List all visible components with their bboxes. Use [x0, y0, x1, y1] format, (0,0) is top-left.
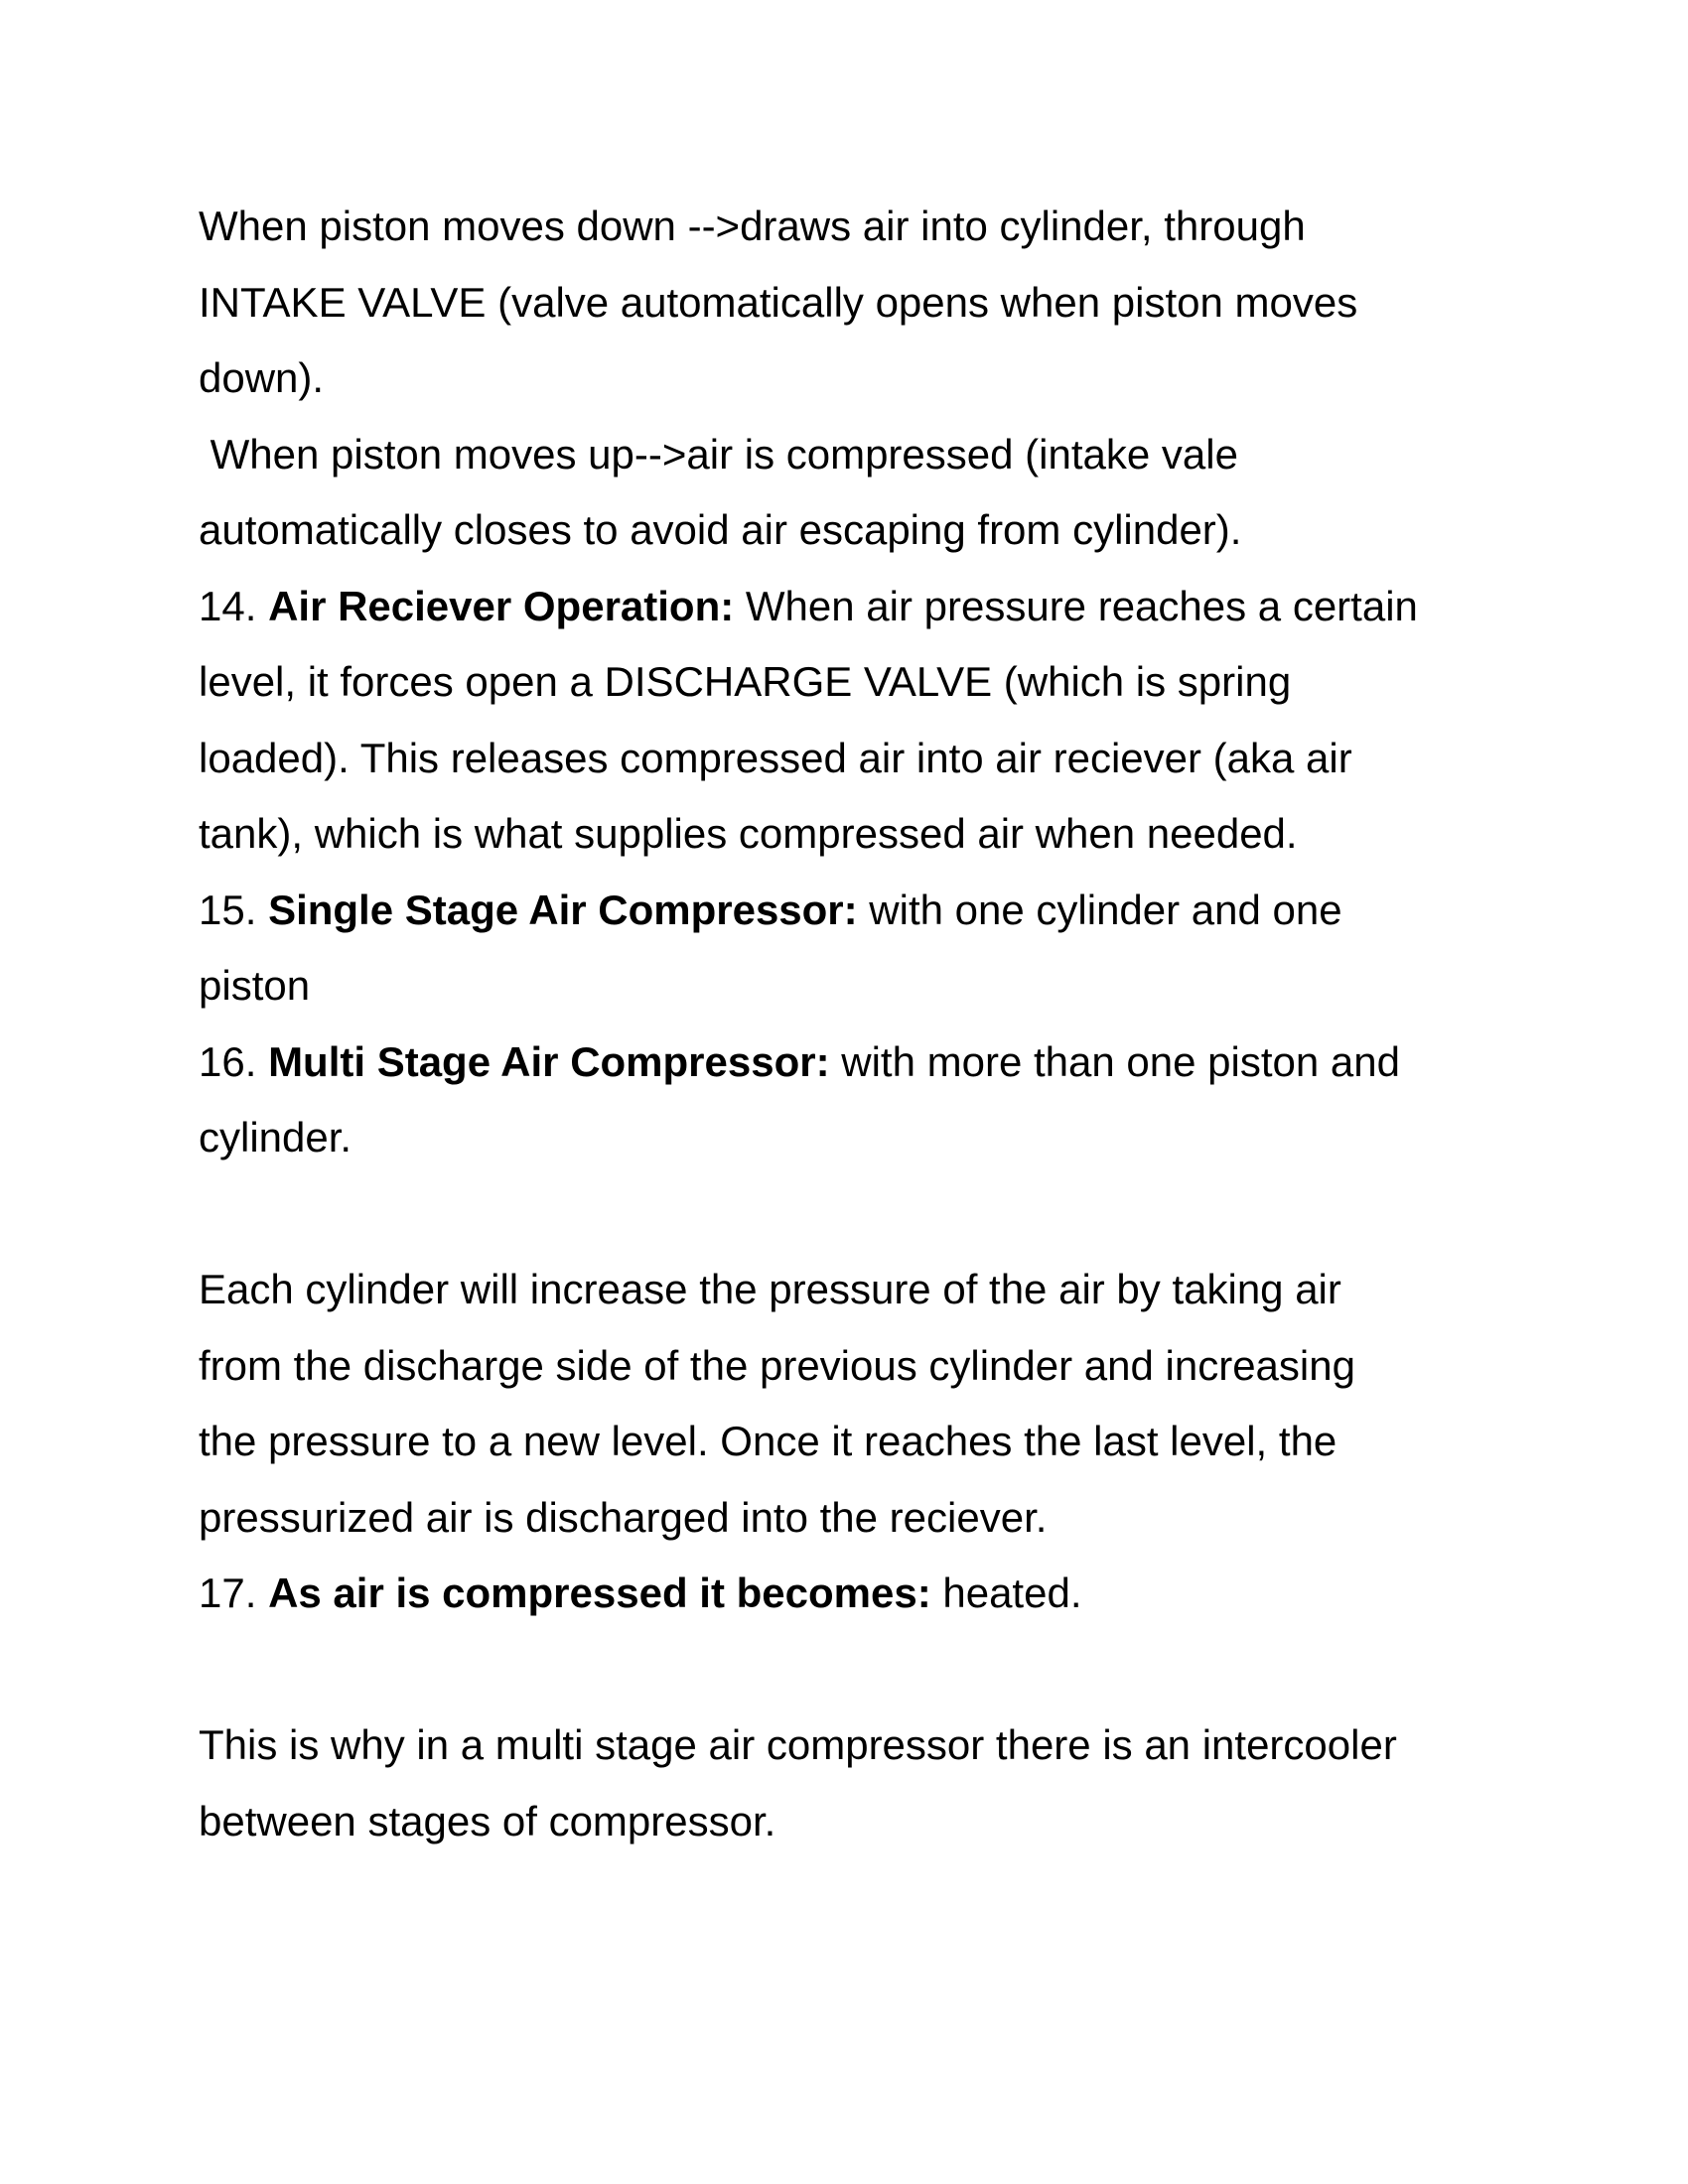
item-14 [199, 569, 1509, 873]
text-line: between stages of compressor. [199, 1797, 776, 1844]
item-heading: Single Stage Air Compressor: [268, 886, 858, 933]
item-heading: Air Reciever Operation: [268, 582, 735, 629]
text-line: the pressure to a new level. Once it reaches the last level, the [199, 1418, 1337, 1464]
item-heading: Multi Stage Air Compressor: [268, 1037, 830, 1085]
text-line: INTAKE VALVE (valve automatically opens when piston moves [199, 278, 1358, 326]
multistage-paragraph [199, 1252, 1509, 1556]
item-text: with one cylinder and one [857, 886, 1342, 933]
text-line: level, it forces open a DISCHARGE VALVE (which is spring [199, 658, 1292, 705]
text-line: Each cylinder will increase the pressure of the air by taking air [199, 1266, 1341, 1312]
item-number: 15. [199, 886, 269, 933]
text-line: pressurized air is discharged into the reciever. [199, 1493, 1048, 1541]
item-text: with more than one piston and [829, 1037, 1400, 1085]
text-line: This is why in a multi stage air compressor there is an intercooler [199, 1721, 1397, 1768]
text-line: cylinder. [199, 1114, 352, 1160]
text-line: down). [199, 354, 325, 401]
text-line: tank), which is what supplies compressed air when needed. [199, 810, 1298, 857]
text-line: When piston moves down -->draws air into cylinder, through [199, 203, 1306, 249]
item-14-first-line [199, 569, 1509, 645]
blank-line [199, 1176, 1509, 1253]
text-line: When piston moves up-->air is compressed (intake vale [199, 430, 1238, 478]
blank-line [199, 1632, 1509, 1708]
item-15 [199, 873, 1509, 1024]
text-line: automatically closes to avoid air escaping from cylinder). [199, 506, 1242, 553]
item-text: heated. [930, 1570, 1082, 1616]
item-number: 16. [199, 1037, 269, 1085]
document-page [199, 189, 1509, 1859]
item-17 [199, 1556, 1509, 1632]
item-text: When air pressure reaches a certain [734, 582, 1418, 629]
text-line: piston [199, 962, 311, 1009]
intro-paragraph [199, 189, 1509, 569]
intercooler-paragraph [199, 1707, 1509, 1859]
item-15-first-line [199, 873, 1509, 949]
text-line: from the discharge side of the previous cylinder and increasing [199, 1341, 1355, 1389]
item-heading: As air is compressed it becomes: [268, 1570, 931, 1616]
item-16-first-line [199, 1024, 1509, 1101]
item-17-first-line [199, 1556, 1509, 1632]
item-number: 14. [199, 582, 269, 629]
item-16 [199, 1024, 1509, 1176]
item-number: 17. [199, 1570, 269, 1616]
text-line: loaded). This releases compressed air into air reciever (aka air [199, 734, 1352, 781]
